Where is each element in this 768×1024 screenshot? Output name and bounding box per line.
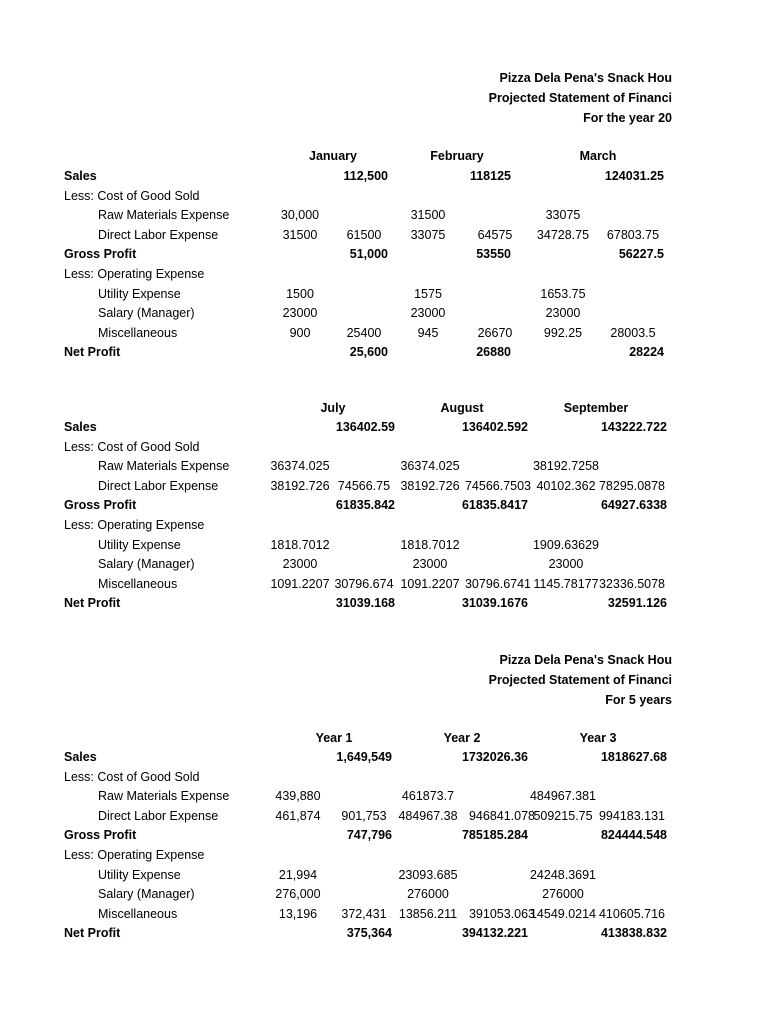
value-gross: 824444.548: [600, 828, 667, 843]
value-cogs-total: 994183.131: [598, 808, 666, 823]
row-label-salary: Salary (Manager): [98, 887, 195, 902]
row-label-net: Net Profit: [64, 926, 121, 941]
value-salary: 23000: [410, 306, 446, 321]
value-labor: 34728.75: [536, 227, 590, 242]
period-heading: July: [320, 401, 346, 415]
value-utility: 1818.7012: [270, 537, 330, 552]
row-label-salary: Salary (Manager): [98, 557, 195, 572]
row-label-misc: Miscellaneous: [98, 906, 178, 921]
value-raw: 38192.7258: [532, 459, 600, 474]
value-sales: 124031.25: [604, 169, 664, 183]
value-gross: 51,000: [349, 247, 388, 262]
row-label-gross: Gross Profit: [64, 828, 137, 843]
value-salary: 23000: [282, 306, 318, 321]
value-salary: 23000: [548, 557, 584, 572]
row-label-net: Net Profit: [64, 345, 121, 360]
value-opex-total: 372,431: [341, 906, 387, 921]
value-cogs-total: 901,753: [341, 808, 387, 823]
row-label-less_opex: Less: Operating Expense: [64, 848, 205, 862]
value-gross: 747,796: [346, 828, 392, 843]
period-heading: March: [579, 149, 617, 163]
value-labor: 484967.38: [398, 808, 458, 823]
row-label-gross: Gross Profit: [64, 498, 137, 513]
value-raw: 484967.381: [529, 789, 597, 804]
value-cogs-total: 61500: [346, 227, 382, 242]
value-utility: 1818.7012: [400, 537, 460, 552]
row-label-labor: Direct Labor Expense: [98, 808, 219, 823]
value-raw: 31500: [410, 208, 446, 223]
value-salary: 23000: [412, 557, 448, 572]
value-gross: 61835.842: [335, 498, 395, 513]
value-labor: 509215.75: [533, 808, 593, 823]
row-label-raw: Raw Materials Expense: [98, 208, 230, 223]
row-label-misc: Miscellaneous: [98, 576, 178, 591]
value-gross: 53550: [476, 247, 511, 262]
value-labor: 40102.362: [536, 478, 596, 493]
row-label-sales: Sales: [64, 169, 97, 183]
value-raw: 461873.7: [401, 789, 455, 804]
row-label-sales: Sales: [64, 420, 97, 434]
value-raw: 36374.025: [270, 459, 330, 474]
value-gross: 64927.6338: [600, 498, 667, 513]
value-utility: 23093.685: [398, 867, 458, 882]
value-opex-total: 30796.6741: [464, 576, 532, 591]
value-salary: 23000: [282, 557, 318, 572]
period-heading: Year 3: [579, 731, 617, 745]
value-net: 28224: [629, 345, 664, 360]
value-sales: 1732026.36: [461, 750, 528, 764]
row-label-labor: Direct Labor Expense: [98, 478, 219, 493]
value-utility: 1653.75: [540, 286, 586, 301]
value-misc: 945: [417, 325, 439, 340]
period-heading: January: [309, 149, 357, 163]
row-label-less_cogs: Less: Cost of Good Sold: [64, 769, 200, 784]
value-sales: 118125: [469, 169, 511, 183]
value-labor: 33075: [410, 227, 446, 242]
period-heading: Year 1: [315, 731, 353, 745]
row-label-less_cogs: Less: Cost of Good Sold: [64, 188, 200, 203]
row-label-misc: Miscellaneous: [98, 325, 178, 340]
period-heading: August: [440, 401, 484, 415]
value-sales: 136402.59: [335, 420, 395, 434]
report-header-line: For the year 20: [583, 111, 672, 125]
value-opex-total: 25400: [346, 325, 382, 340]
row-label-raw: Raw Materials Expense: [98, 789, 230, 804]
value-net: 375,364: [346, 926, 392, 941]
value-net: 413838.832: [600, 926, 667, 941]
value-salary: 276000: [407, 887, 449, 902]
report-header-line: Projected Statement of Financi: [488, 91, 672, 105]
value-net: 31039.168: [335, 596, 395, 611]
value-raw: 439,880: [275, 789, 321, 804]
value-cogs-total: 64575: [477, 227, 513, 242]
value-utility: 21,994: [278, 867, 318, 882]
value-misc: 1091.2207: [270, 576, 330, 591]
value-sales: 1,649,549: [336, 750, 392, 764]
report-header-line: Pizza Dela Pena's Snack Hou: [499, 653, 672, 667]
value-labor: 38192.726: [400, 478, 460, 493]
value-gross: 785185.284: [461, 828, 528, 843]
value-net: 394132.221: [461, 926, 528, 941]
value-misc: 900: [289, 325, 311, 340]
value-cogs-total: 74566.7503: [464, 478, 532, 493]
value-labor: 38192.726: [270, 478, 330, 493]
value-gross: 61835.8417: [461, 498, 528, 513]
value-cogs-total: 78295.0878: [598, 478, 666, 493]
value-utility: 24248.3691: [529, 867, 597, 882]
value-sales: 143222.722: [600, 420, 667, 434]
row-label-salary: Salary (Manager): [98, 306, 195, 321]
value-raw: 30,000: [280, 208, 320, 223]
value-opex-total: 30796.674: [334, 576, 394, 591]
row-label-net: Net Profit: [64, 596, 121, 611]
value-raw: 33075: [545, 208, 581, 223]
value-raw: 36374.025: [400, 459, 460, 474]
value-misc: 1145.78177: [533, 576, 599, 591]
value-sales: 136402.592: [461, 420, 528, 434]
row-label-labor: Direct Labor Expense: [98, 227, 219, 242]
period-heading: September: [563, 401, 629, 415]
value-cogs-total: 74566.75: [337, 478, 391, 493]
value-misc: 13856.211: [398, 906, 458, 921]
value-salary: 276,000: [275, 887, 321, 902]
row-label-less_cogs: Less: Cost of Good Sold: [64, 439, 200, 454]
value-labor: 31500: [282, 227, 318, 242]
value-opex-total: 391053.063: [468, 906, 536, 921]
value-cogs-total: 946841.078: [468, 808, 536, 823]
value-opex-total: 28003.5: [610, 325, 656, 340]
row-label-utility: Utility Expense: [98, 867, 181, 882]
period-heading: Year 2: [443, 731, 481, 745]
value-misc: 14549.0214: [529, 906, 597, 921]
value-utility: 1909.63629: [532, 537, 600, 552]
value-gross: 56227.5: [618, 247, 664, 262]
value-sales: 1818627.68: [600, 750, 667, 764]
value-misc: 992.25: [543, 325, 583, 340]
value-salary: 276000: [542, 887, 584, 902]
value-opex-total: 410605.716: [598, 906, 666, 921]
value-sales: 112,500: [343, 169, 388, 183]
value-opex-total: 26670: [477, 325, 513, 340]
row-label-sales: Sales: [64, 750, 97, 764]
row-label-raw: Raw Materials Expense: [98, 459, 230, 474]
value-net: 25,600: [349, 345, 388, 360]
value-misc: 1091.2207: [400, 576, 460, 591]
value-utility: 1500: [286, 286, 314, 301]
value-net: 31039.1676: [461, 596, 528, 611]
row-label-less_opex: Less: Operating Expense: [64, 518, 205, 532]
period-heading: February: [430, 149, 484, 163]
row-label-gross: Gross Profit: [64, 247, 137, 262]
value-cogs-total: 67803.75: [606, 227, 660, 242]
value-utility: 1575: [414, 286, 442, 301]
row-label-utility: Utility Expense: [98, 537, 181, 552]
value-opex-total: 32336.5078: [598, 576, 666, 591]
value-misc: 13,196: [278, 906, 318, 921]
report-header-line: Projected Statement of Financi: [488, 673, 672, 687]
value-salary: 23000: [545, 306, 581, 321]
value-net: 32591.126: [607, 596, 667, 611]
report-header-line: Pizza Dela Pena's Snack Hou: [499, 71, 672, 85]
report-header-line: For 5 years: [605, 693, 672, 707]
row-label-less_opex: Less: Operating Expense: [64, 267, 205, 281]
value-net: 26880: [476, 345, 511, 360]
row-label-utility: Utility Expense: [98, 286, 181, 301]
value-labor: 461,874: [275, 808, 321, 823]
